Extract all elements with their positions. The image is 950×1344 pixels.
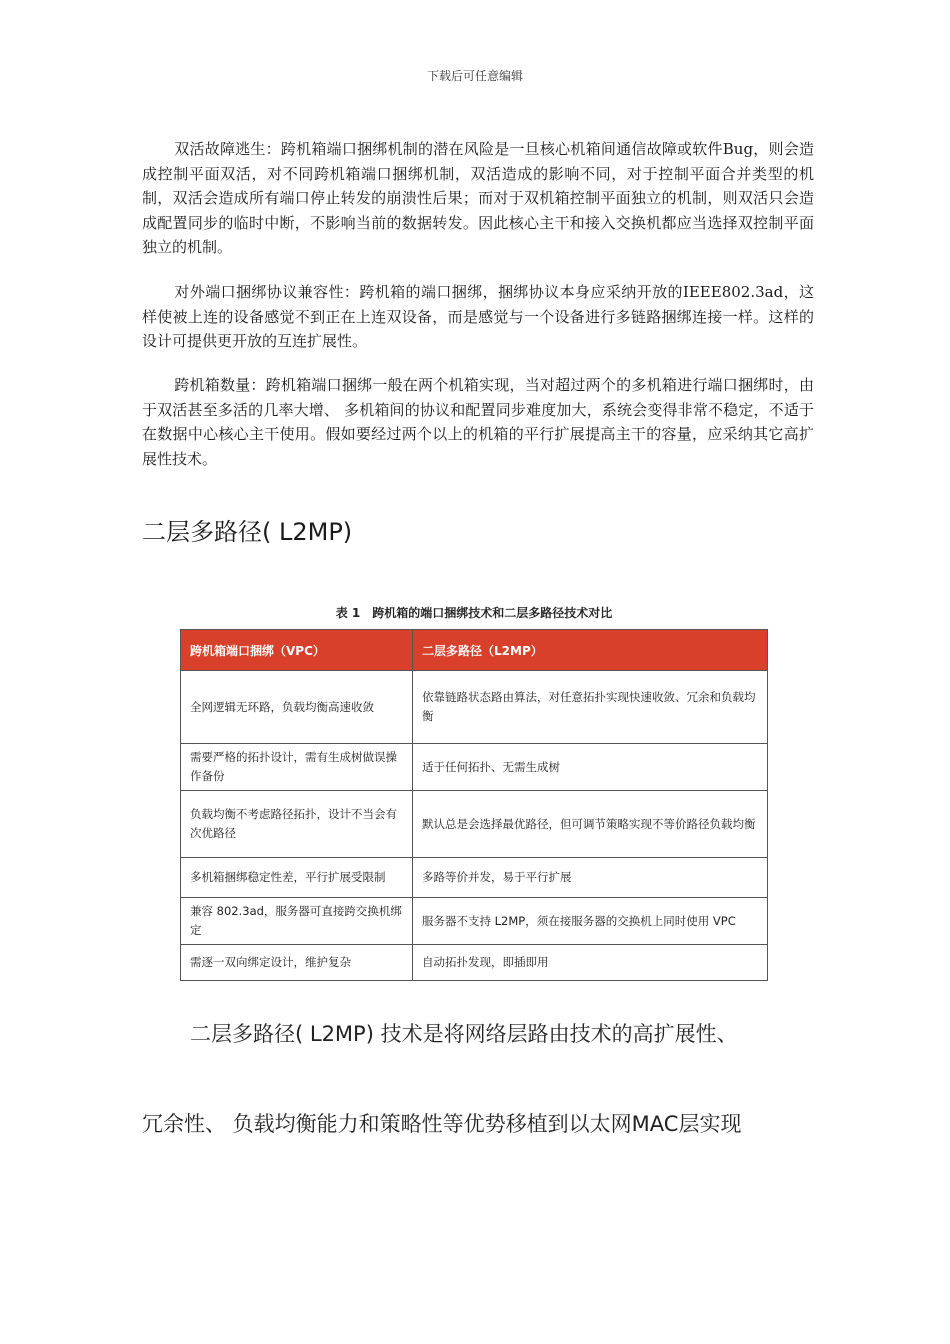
header-note: 下载后可任意编辑 [426, 69, 523, 83]
table-cell: 兼容 802.3ad，服务器可直接跨交换机绑定 [181, 898, 413, 945]
table-cell: 需要严格的拓扑设计，需有生成树做误操作备份 [181, 744, 413, 791]
table-cell: 多路等价并发，易于平行扩展 [413, 858, 768, 898]
paragraph-text: 对外端口捆绑协议兼容性：跨机箱的端口捆绑，捆绑协议本身应采纳开放的IEEE802.3ad，这样使被上连的设备感觉不到正在上连双设备，而是感觉与一个设备进行多链路捆绑连接一样。这样的设计可提供更开放的互连扩展性。 [142, 283, 814, 350]
table-row [181, 671, 768, 744]
table-cell: 服务器不支持 L2MP，须在接服务器的交换机上同时使用 VPC [413, 898, 768, 945]
table-cell: 负载均衡不考虑路径拓扑，设计不当会有次优路径 [181, 791, 413, 858]
paragraph-dual-active [142, 137, 814, 260]
table-cell: 依靠链路状态路由算法，对任意拓扑实现快速收敛、冗余和负载均衡 [413, 671, 768, 744]
table-caption: 表 1 跨机箱的端口捆绑技术和二层多路径技术对比 [335, 606, 613, 620]
table-cell: 自动拓扑发现，即插即用 [413, 945, 768, 981]
table-row [181, 791, 768, 858]
body-line-1: 二层多路径( L2MP) 技术是将网络层路由技术的高扩展性、 [190, 1022, 738, 1046]
table-cell: 需逐一双向绑定设计，维护复杂 [181, 945, 413, 981]
table-header-l2mp: 二层多路径（L2MP） [413, 630, 768, 671]
section-heading: 二层多路径( L2MP) [142, 518, 353, 546]
paragraph-chassis-count [142, 373, 814, 471]
paragraph-text: 跨机箱数量：跨机箱端口捆绑一般在两个机箱实现，当对超过两个的多机箱进行端口捆绑时，由于双活甚至多活的几率大增、 多机箱间的协议和配置同步难度加大，系统会变得非常不稳定，不适于在数据中心核心主干使用。假如要经过两个以上的机箱的平行扩展提高主干的容量，应采纳其它高扩展性技术。 [142, 376, 814, 468]
table-cell: 全网逻辑无环路，负载均衡高速收敛 [181, 671, 413, 744]
table-row [181, 858, 768, 898]
table-row [181, 945, 768, 981]
body-line-2: 冗余性、 负载均衡能力和策略性等优势移植到以太网MAC层实现 [142, 1112, 742, 1136]
table-cell: 适于任何拓扑、无需生成树 [413, 744, 768, 791]
table-row [181, 744, 768, 791]
table-header-vpc: 跨机箱端口捆绑（VPC） [181, 630, 413, 671]
paragraph-protocol-compat [142, 280, 814, 354]
comparison-table [180, 629, 768, 981]
paragraph-text: 双活故障逃生：跨机箱端口捆绑机制的潜在风险是一旦核心机箱间通信故障或软件Bug，则会造成控制平面双活，对不同跨机箱端口捆绑机制，双活造成的影响不同，对于控制平面合并类型的机制，双活会造成所有端口停止转发的崩溃性后果；而对于双机箱控制平面独立的机制，则双活只会造成配置同步的临时中断，不影响当前的数据转发。因此核心主干和接入交换机都应当选择双控制平面独立的机制。 [142, 140, 814, 256]
table-cell: 多机箱捆绑稳定性差，平行扩展受限制 [181, 858, 413, 898]
table-header-row [181, 630, 768, 671]
table-cell: 默认总是会选择最优路径，但可调节策略实现不等价路径负载均衡 [413, 791, 768, 858]
table-row [181, 898, 768, 945]
